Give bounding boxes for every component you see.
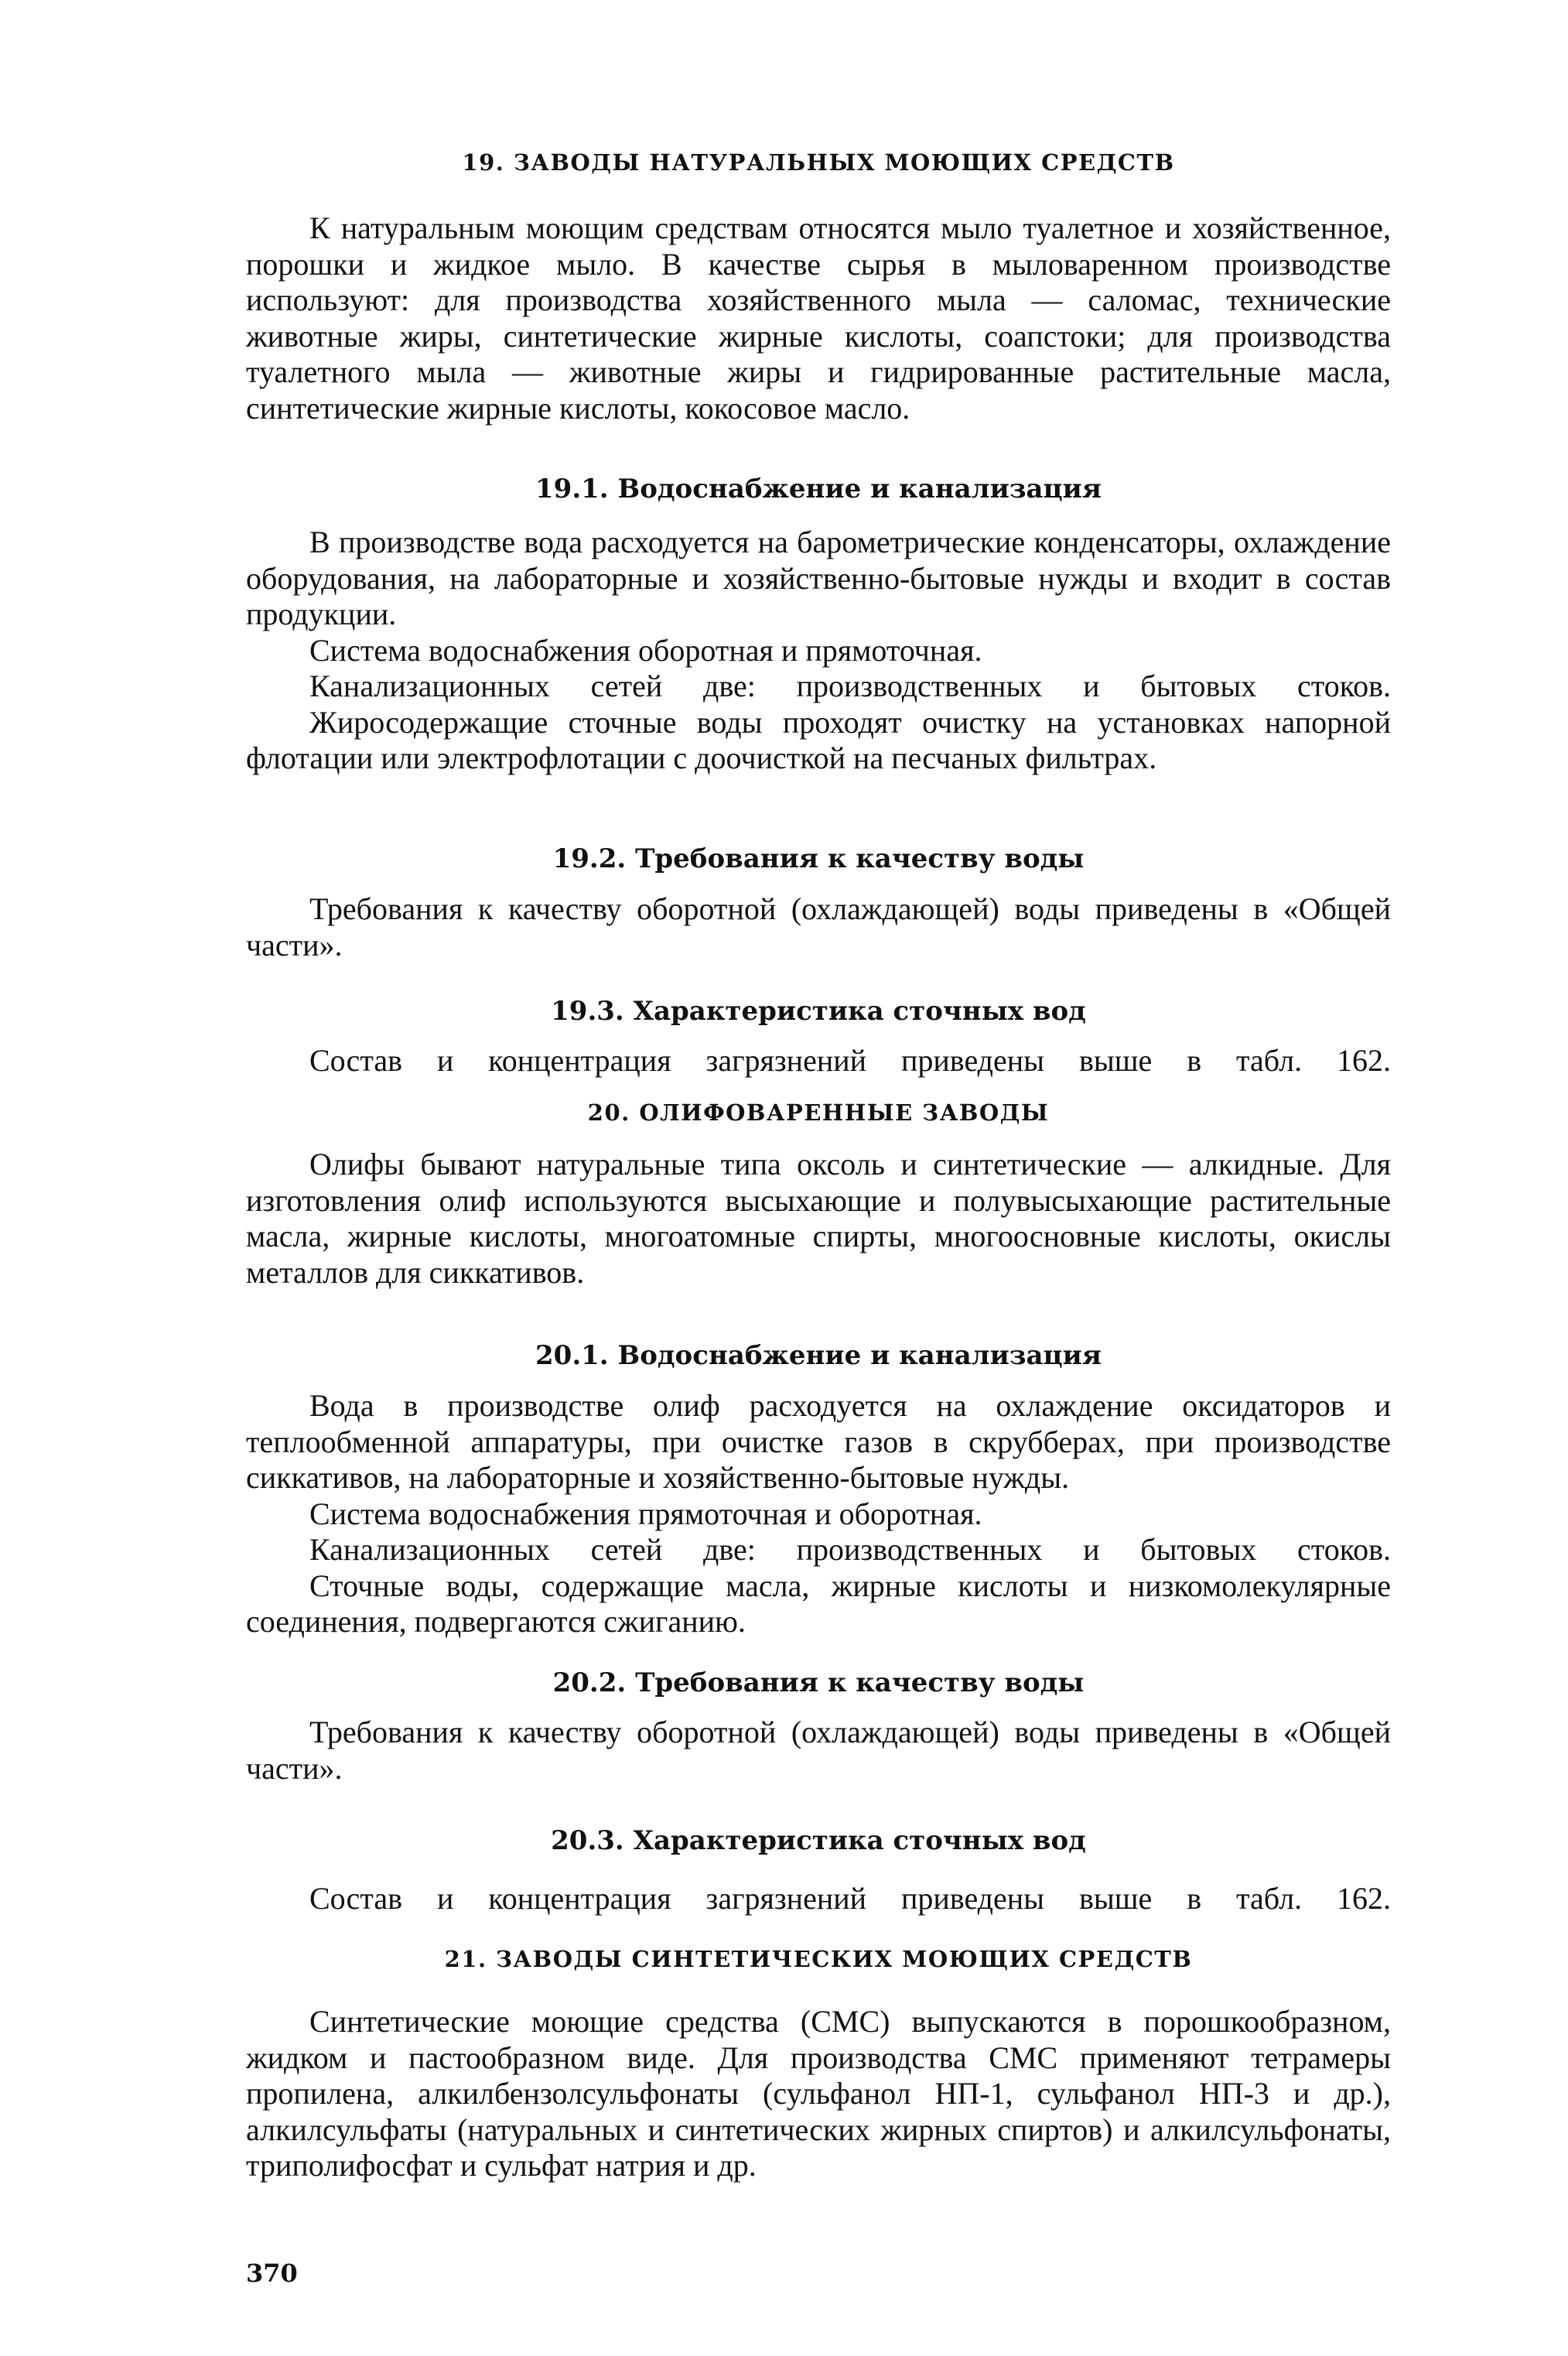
paragraph-19-3-composition: Состав и концентрация загрязнений приведены выше в табл. 162.: [309, 1043, 1391, 1078]
section-heading-19-3: 19.3. Характеристика сточных вод: [551, 996, 1086, 1027]
paragraph-20-1-supply-system: Система водоснабжения прямоточная и оборотная.: [309, 1496, 982, 1531]
section-heading-19: 19. ЗАВОДЫ НАТУРАЛЬНЫХ МОЮЩИХ СРЕДСТВ: [462, 149, 1175, 176]
paragraph-20-intro: Олифы бывают натуральные типа оксоль и синтетические — алкидные. Для изготовления олиф используются высыхающие и полувысыхающие растительные масла, жирные кислоты, многоатомные спирты, многоосновные кислоты, окислы металлов для сиккативов.: [246, 1147, 1391, 1290]
section-heading-20-2: 20.2. Требования к качеству воды: [552, 1667, 1085, 1698]
section-heading-20-3: 20.3. Характеристика сточных вод: [551, 1825, 1086, 1856]
paragraph-19-1-water-use: В производстве вода расходуется на барометрические конденсаторы, охлаждение оборудования, на лабораторные и хозяйственно-бытовые нужды и входит в состав продукции.: [246, 525, 1391, 631]
section-heading-20-1: 20.1. Водоснабжение и канализация: [535, 1340, 1102, 1371]
paragraph-19-1-treatment: Жиросодержащие сточные воды проходят очистку на установках напорной флотации или электрофлотации с доочисткой на песчаных фильтрах.: [246, 704, 1391, 775]
paragraph-20-1-sewer-networks: Канализационных сетей две: производственных и бытовых стоков.: [309, 1532, 1391, 1567]
paragraph-19-intro: К натуральным моющим средствам относятся мыло туалетное и хозяйственное, порошки и жидкое мыло. В качестве сырья в мыловаренном производстве используют: для производства хозяйственного мыла — саломас, технические животные жиры, синтетические жирные кислоты, соапстоки; для производства туалетного мыла — животные жиры и гидрированные растительные масла, синтетические жирные кислоты, кокосовое масло.: [246, 210, 1391, 426]
paragraph-20-3-composition: Состав и концентрация загрязнений приведены выше в табл. 162.: [309, 1881, 1391, 1916]
page-number: 370: [246, 2259, 298, 2288]
paragraph-19-1-supply-system: Система водоснабжения оборотная и прямоточная.: [309, 632, 982, 668]
paragraph-21-intro: Синтетические моющие средства (СМС) выпускаются в порошкообразном, жидком и пастообразном виде. Для производства СМС применяют тетрамеры пропилена, алкилбензолсульфонаты (сульфанол НП-1, сульфанол НП-3 и др.), алкилсульфаты (натуральных и синтетических жирных спиртов) и алкилсульфонаты, триполифосфат и сульфат натрия и др.: [246, 2004, 1391, 2183]
section-heading-20: 20. ОЛИФОВАРЕННЫЕ ЗАВОДЫ: [587, 1099, 1050, 1126]
section-heading-19-1: 19.1. Водоснабжение и канализация: [535, 474, 1102, 504]
paragraph-19-2-requirements: Требования к качеству оборотной (охлаждающей) воды приведены в «Общей части».: [246, 891, 1391, 963]
paragraph-20-1-treatment: Сточные воды, содержащие масла, жирные кислоты и низкомолекулярные соединения, подвергаются сжиганию.: [246, 1568, 1391, 1639]
section-heading-21: 21. ЗАВОДЫ СИНТЕТИЧЕСКИХ МОЮЩИХ СРЕДСТВ: [444, 1946, 1193, 1972]
document-page: [246, 147, 1391, 2298]
paragraph-20-1-water-use: Вода в производстве олиф расходуется на охлаждение оксидаторов и теплообменной аппаратуры, при очистке газов в скрубберах, при производстве сиккативов, на лабораторные и хозяйственно-бытовые нужды.: [246, 1388, 1391, 1495]
paragraph-20-2-requirements: Требования к качеству оборотной (охлаждающей) воды приведены в «Общей части».: [246, 1715, 1391, 1786]
section-heading-19-2: 19.2. Требования к качеству воды: [552, 843, 1085, 874]
paragraph-19-1-sewer-networks: Канализационных сетей две: производственных и бытовых стоков.: [309, 669, 1391, 703]
